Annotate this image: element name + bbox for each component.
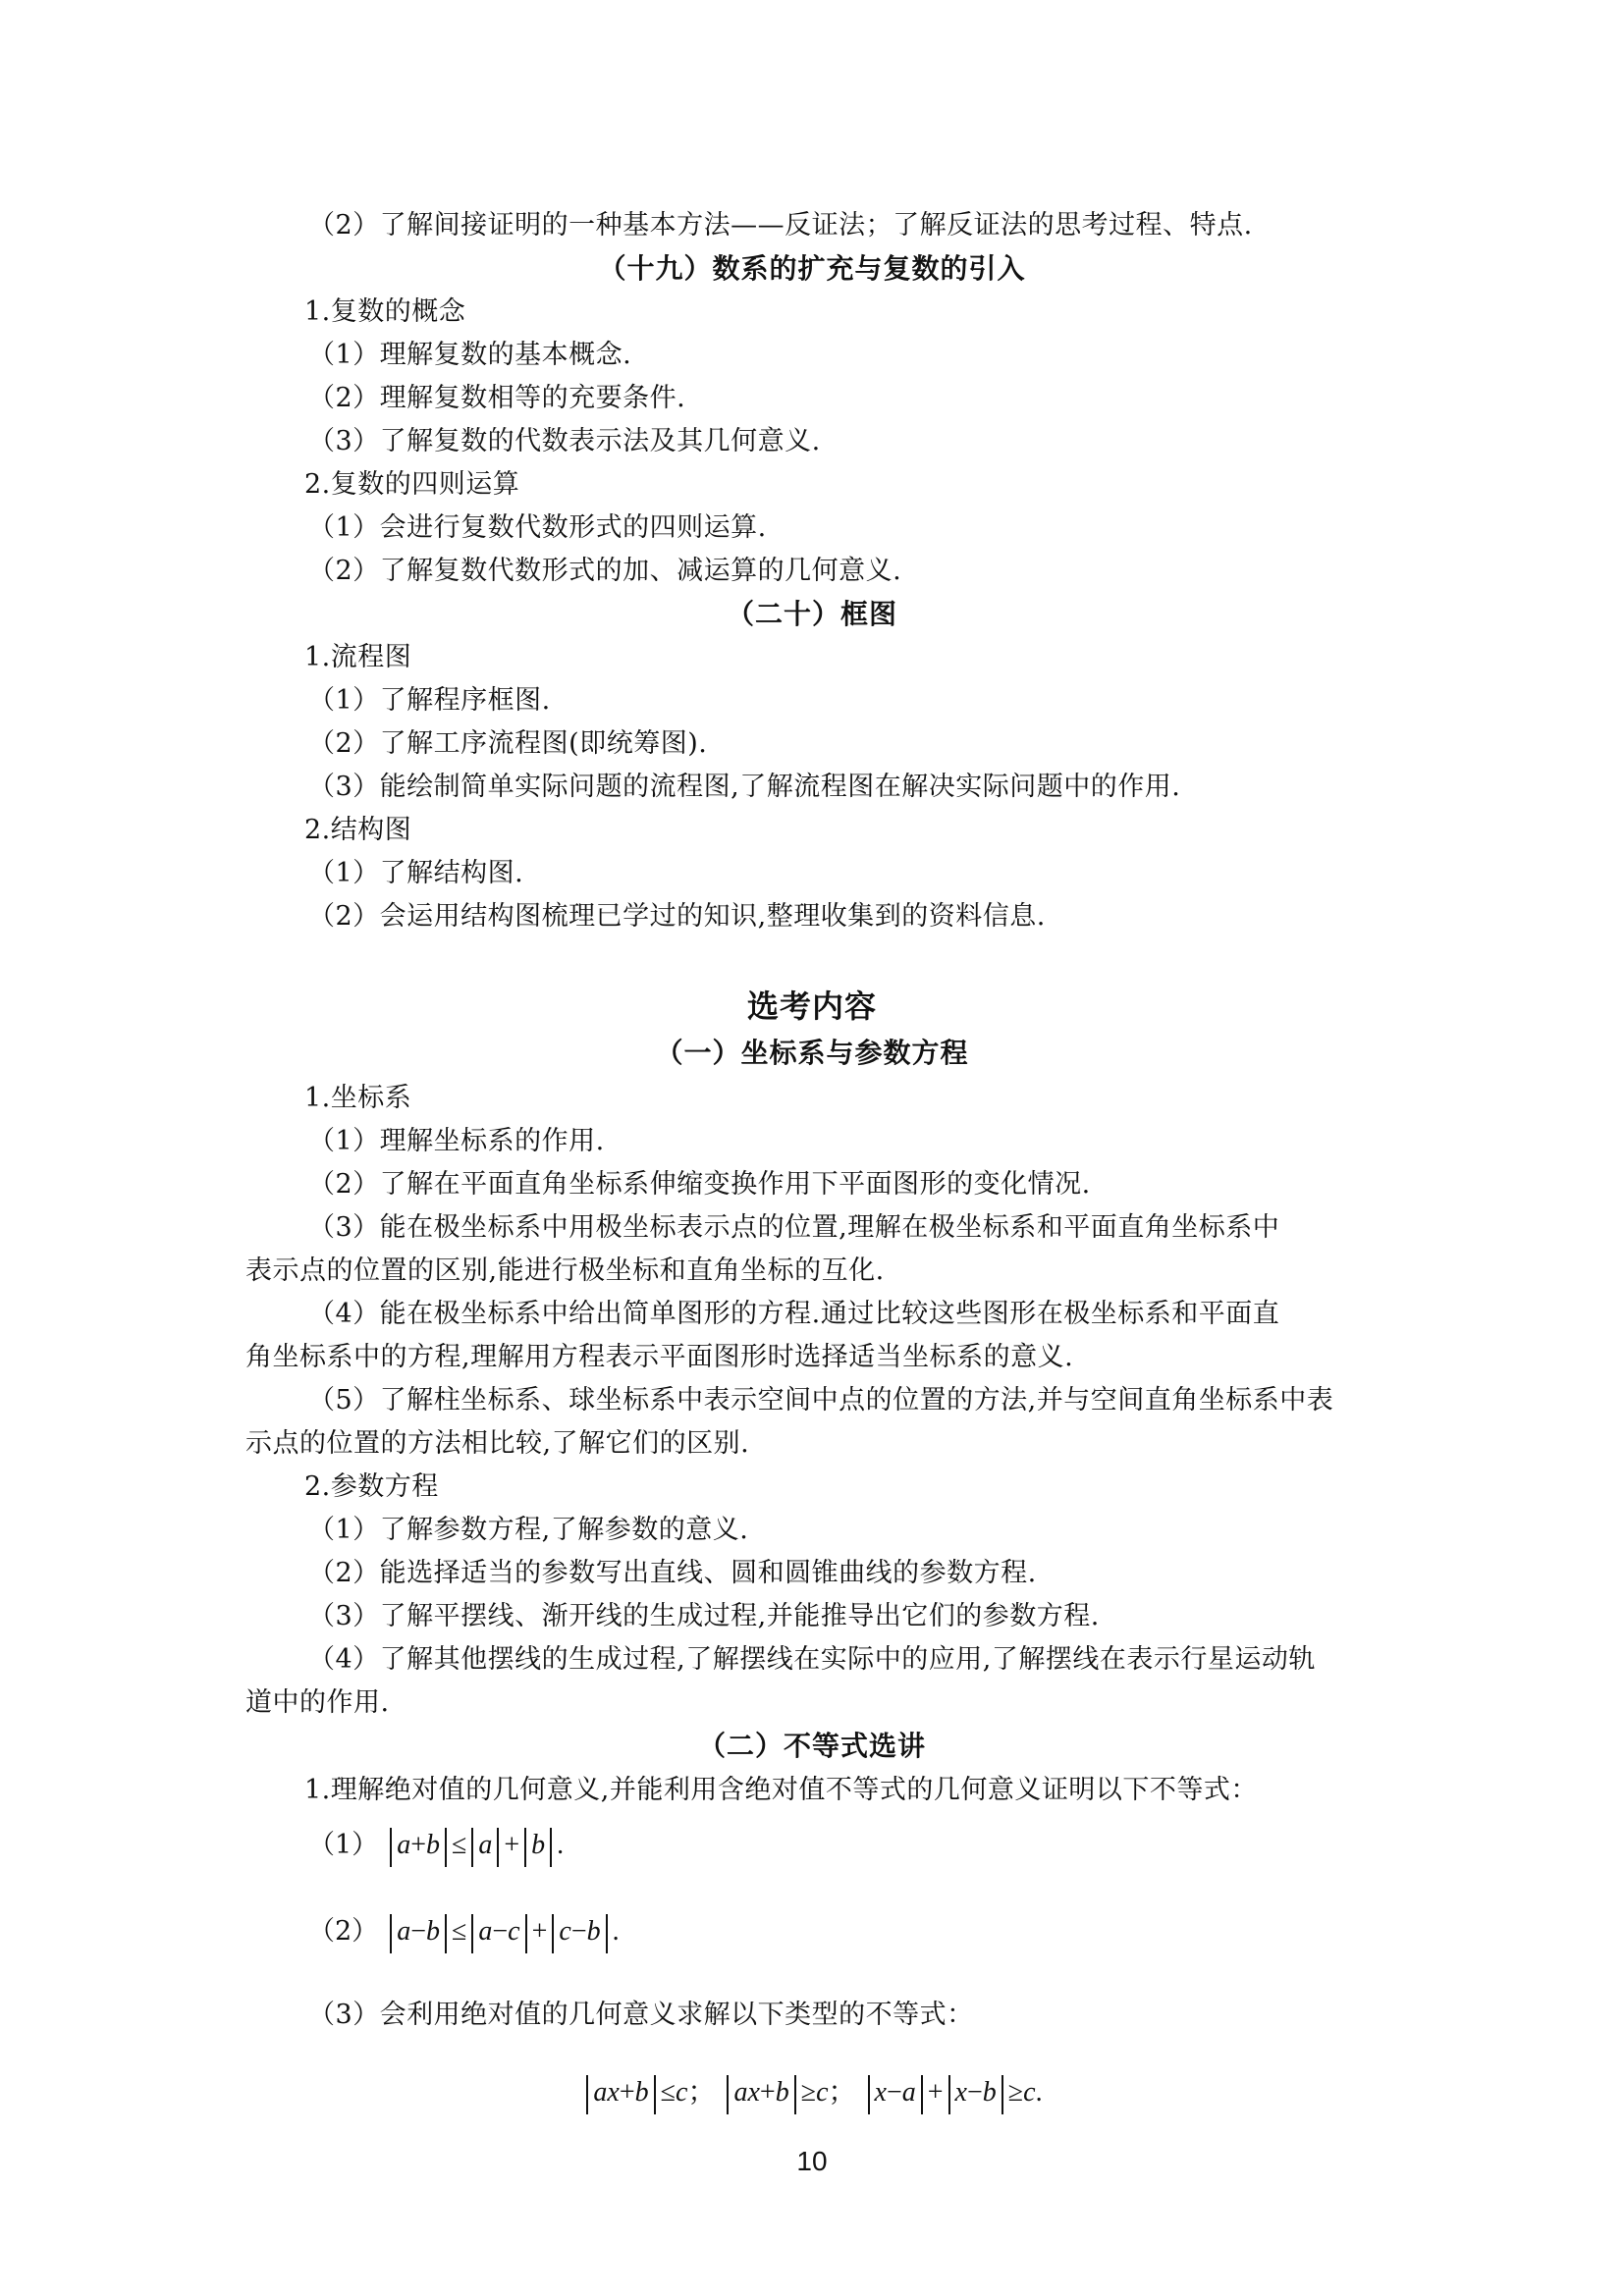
op-minus: − <box>492 1916 509 1947</box>
text-line: 1.理解绝对值的几何意义,并能利用含绝对值不等式的几何意义证明以下不等式： <box>304 1775 1258 1805</box>
text-line: （1）理解复数的基本概念. <box>308 340 632 370</box>
var-a: a <box>478 1916 493 1947</box>
var-a: a <box>397 1916 411 1947</box>
separator: ； <box>828 2077 856 2108</box>
inequality-1 <box>308 1824 564 1867</box>
page-number: 10 <box>796 2146 828 2176</box>
abs-bar <box>550 1828 552 1867</box>
var-c: c <box>816 2077 829 2108</box>
op-plus: + <box>619 2077 635 2108</box>
abs-bar <box>445 1914 447 1953</box>
op-minus: − <box>886 2077 902 2108</box>
var-c: c <box>559 1916 571 1947</box>
var-c: c <box>508 1916 520 1947</box>
text-line: （5）了解柱坐标系、球坐标系中表示空间中点的位置的方法,并与空间直角坐标系中表 <box>308 1385 1334 1415</box>
var-b: b <box>982 2077 997 2108</box>
op-le: ≤ <box>451 1830 467 1860</box>
abs-bar <box>794 2075 796 2114</box>
part-heading: 选考内容 <box>746 988 877 1025</box>
op-plus: + <box>531 1916 548 1947</box>
text-line: （4）能在极坐标系中给出简单图形的方程.通过比较这些图形在极坐标系和平面直 <box>308 1299 1280 1329</box>
abs-bar <box>525 1914 527 1953</box>
subsection-title: 1.复数的概念 <box>304 296 466 327</box>
text-line: （3）了解复数的代数表示法及其几何意义. <box>308 426 821 456</box>
text-line: 角坐标系中的方程,理解用方程表示平面图形时选择适当坐标系的意义. <box>245 1342 1074 1372</box>
separator: ； <box>687 2077 716 2108</box>
period: . <box>1035 2077 1043 2108</box>
abs-bar <box>497 1828 499 1867</box>
text-line: （1）理解坐标系的作用. <box>308 1126 605 1156</box>
text-line: （2）了解工序流程图(即统筹图). <box>308 728 708 759</box>
text-line: （3）会利用绝对值的几何意义求解以下类型的不等式： <box>308 2000 974 2030</box>
text-line: （1）了解程序框图. <box>308 685 551 716</box>
abs-bar <box>471 1914 473 1953</box>
var-a: a <box>478 1830 493 1860</box>
subsection-title: 2.结构图 <box>304 815 412 845</box>
abs-bar <box>586 2075 588 2114</box>
text-line: （3）能在极坐标系中用极坐标表示点的位置,理解在极坐标系和平面直角坐标系中 <box>308 1212 1280 1243</box>
period: . <box>612 1916 620 1947</box>
abs-bar <box>606 1914 608 1953</box>
abs-bar <box>390 1828 392 1867</box>
text-line: （2）能选择适当的参数写出直线、圆和圆锥曲线的参数方程. <box>308 1558 1037 1588</box>
var-c: c <box>676 2077 688 2108</box>
var-b: b <box>634 2077 649 2108</box>
abs-bar <box>948 2075 950 2114</box>
abs-bar <box>921 2075 923 2114</box>
abs-bar <box>1001 2075 1003 2114</box>
text-line: （1）了解结构图. <box>308 858 524 888</box>
abs-bar <box>654 2075 656 2114</box>
item-label: （2） <box>308 1916 379 1947</box>
text-line: （2）理解复数相等的充要条件. <box>308 383 686 413</box>
inequality-types <box>0 2071 1624 2114</box>
op-minus: − <box>410 1916 426 1947</box>
period: . <box>557 1830 565 1860</box>
text-line: （2）了解复数代数形式的加、减运算的几何意义. <box>308 556 902 586</box>
op-plus: + <box>410 1830 426 1860</box>
var-x: x <box>954 2077 967 2108</box>
text-line: （2）了解在平面直角坐标系伸缩变换作用下平面图形的变化情况. <box>308 1169 1091 1200</box>
text-line: （3）能绘制简单实际问题的流程图,了解流程图在解决实际问题中的作用. <box>308 772 1181 802</box>
abs-bar <box>524 1828 526 1867</box>
subsection-title: 2.参数方程 <box>304 1471 439 1502</box>
op-minus: − <box>966 2077 983 2108</box>
var-c: c <box>1023 2077 1036 2108</box>
var-a: a <box>901 2077 916 2108</box>
var-ax: ax <box>733 2077 760 2108</box>
op-le: ≤ <box>660 2077 676 2108</box>
var-a: a <box>397 1830 411 1860</box>
op-plus: + <box>759 2077 776 2108</box>
section-heading-20: （二十）框图 <box>726 598 897 630</box>
text-line: （2）了解间接证明的一种基本方法——反证法；了解反证法的思考过程、特点. <box>308 210 1253 240</box>
var-b: b <box>425 1916 440 1947</box>
op-ge: ≥ <box>1007 2077 1024 2108</box>
abs-bar <box>390 1914 392 1953</box>
abs-bar <box>727 2075 729 2114</box>
text-line: 表示点的位置的区别,能进行极坐标和直角坐标的互化. <box>245 1255 885 1286</box>
text-line: 示点的位置的方法相比较,了解它们的区别. <box>245 1428 750 1459</box>
var-b: b <box>531 1830 546 1860</box>
abs-bar <box>868 2075 870 2114</box>
var-ax: ax <box>593 2077 620 2108</box>
text-line: （4）了解其他摆线的生成过程,了解摆线在实际中的应用,了解摆线在表示行星运动轨 <box>308 1644 1316 1675</box>
text-line: （2）会运用结构图梳理已学过的知识,整理收集到的资料信息. <box>308 901 1046 932</box>
text-line: （1）了解参数方程,了解参数的意义. <box>308 1515 749 1545</box>
var-b: b <box>775 2077 789 2108</box>
op-ge: ≥ <box>800 2077 817 2108</box>
abs-bar <box>471 1828 473 1867</box>
text-line: （3）了解平摆线、渐开线的生成过程,并能推导出它们的参数方程. <box>308 1601 1100 1631</box>
section-heading-2: （二）不等式选讲 <box>697 1730 926 1762</box>
subsection-title: 1.坐标系 <box>304 1083 412 1113</box>
subsection-title: 1.流程图 <box>304 642 412 672</box>
var-b: b <box>586 1916 601 1947</box>
text-line: 道中的作用. <box>245 1687 390 1718</box>
op-minus: − <box>570 1916 587 1947</box>
abs-bar <box>552 1914 554 1953</box>
op-plus: + <box>927 2077 944 2108</box>
op-plus: + <box>504 1830 520 1860</box>
section-heading-1: （一）坐标系与参数方程 <box>655 1037 969 1069</box>
item-label: （1） <box>308 1830 379 1860</box>
section-heading-19: （十九）数系的扩充与复数的引入 <box>598 252 1026 285</box>
text-line: （1）会进行复数代数形式的四则运算. <box>308 512 767 543</box>
abs-bar <box>445 1828 447 1867</box>
op-le: ≤ <box>451 1916 467 1947</box>
inequality-2 <box>308 1910 620 1953</box>
var-x: x <box>874 2077 887 2108</box>
var-b: b <box>425 1830 440 1860</box>
subsection-title: 2.复数的四则运算 <box>304 469 520 500</box>
